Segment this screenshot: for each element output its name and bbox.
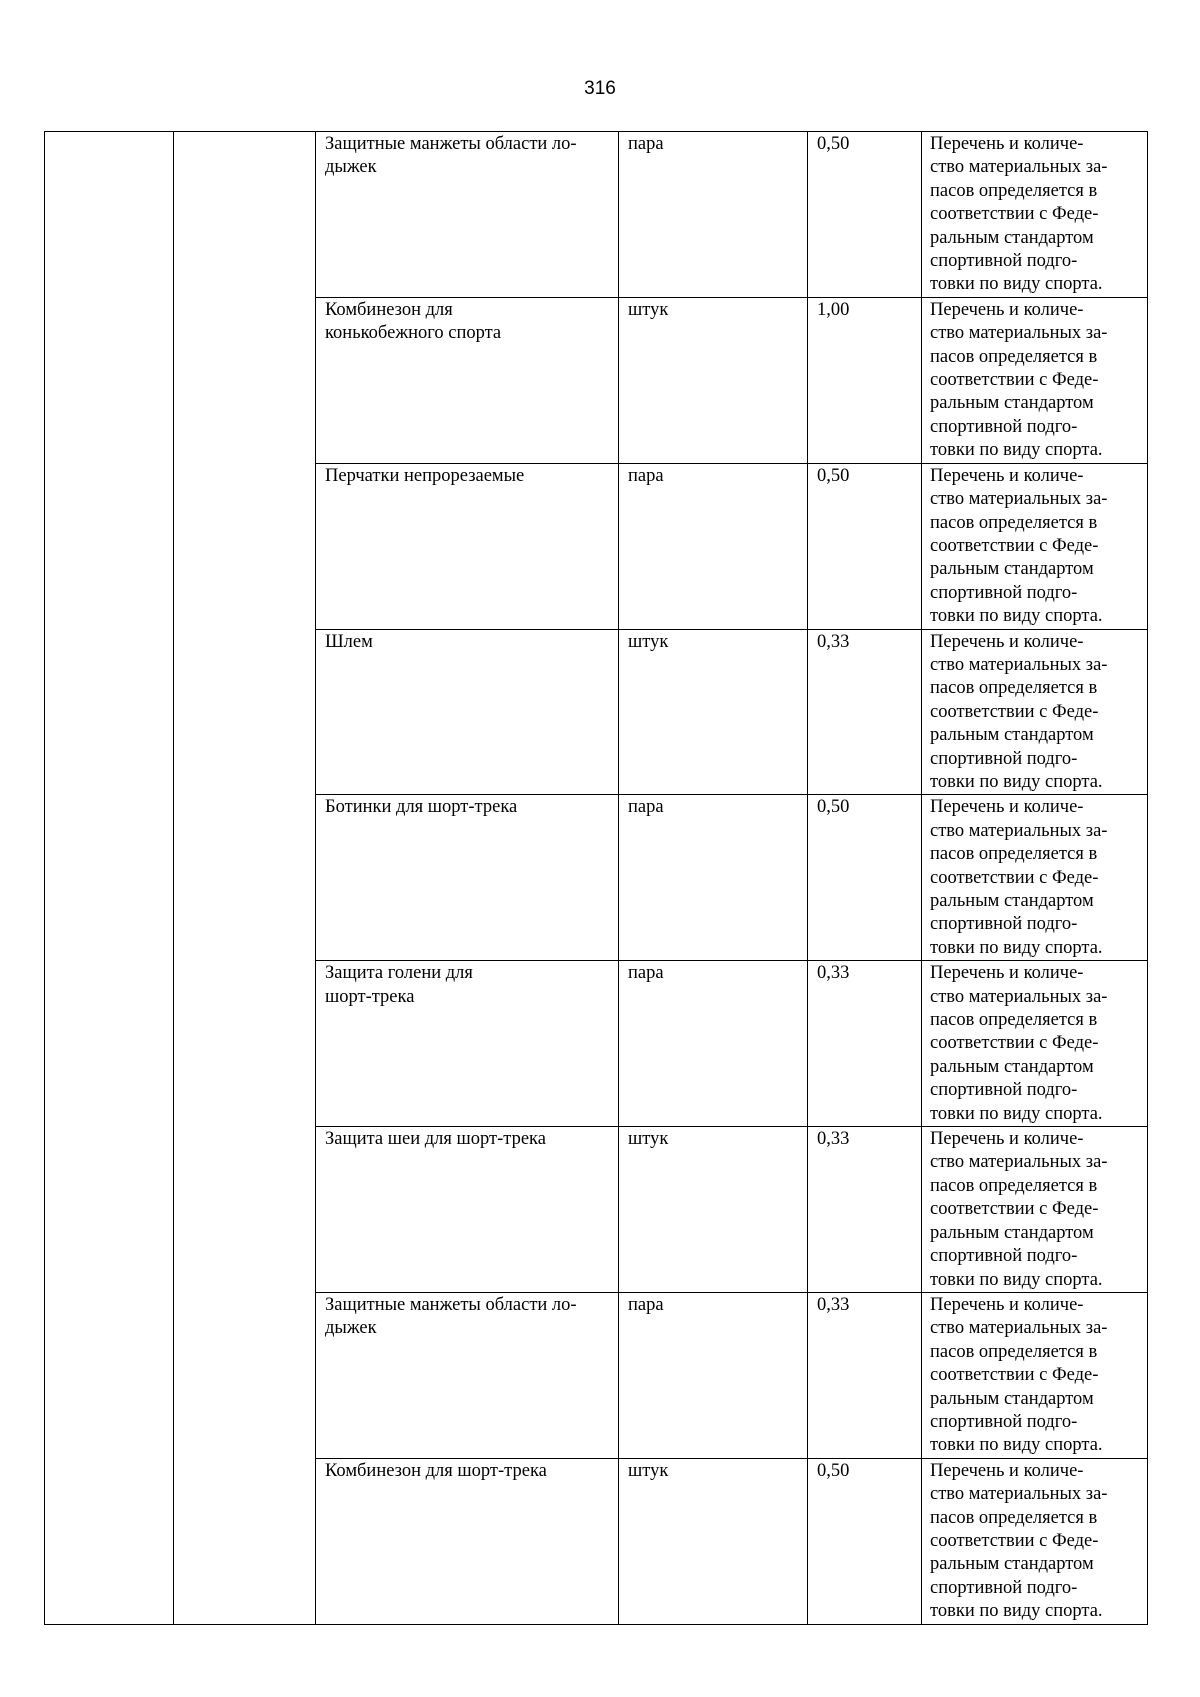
unit-cell bbox=[619, 1127, 808, 1293]
quantity-cell-text: 0,50 bbox=[817, 134, 850, 154]
merged-empty-cell-1 bbox=[45, 132, 174, 1625]
unit-cell bbox=[619, 629, 808, 795]
unit-cell-text: штук bbox=[628, 1129, 669, 1150]
unit-cell bbox=[619, 1458, 808, 1624]
unit-cell-text: штук bbox=[628, 1460, 669, 1481]
item-name-cell bbox=[316, 1292, 619, 1458]
quantity-cell-text: 0,33 bbox=[817, 1129, 850, 1150]
unit-cell bbox=[619, 297, 808, 463]
note-cell-text: Перечень и количе- ство материальных за- пасов определяется в соответствии с Феде- ральным стандартом спортивной подго- товки по виду спорта. bbox=[930, 1460, 1108, 1622]
item-name-cell-text: Защитные манжеты области ло- дыжек bbox=[325, 134, 577, 178]
item-name-cell-text: Защита голени для шорт-трека bbox=[325, 963, 473, 1007]
quantity-cell-text: 0,33 bbox=[817, 963, 850, 984]
item-name-cell-text: Защита шеи для шорт-трека bbox=[325, 1129, 546, 1150]
unit-cell-text: штук bbox=[628, 631, 669, 652]
note-cell-text: Перечень и количе- ство материальных за- пасов определяется в соответствии с Феде- ральным стандартом спортивной подго- товки по виду спорта. bbox=[930, 134, 1108, 295]
unit-cell-text: пара bbox=[628, 797, 664, 818]
note-cell-text: Перечень и количе- ство материальных за- пасов определяется в соответствии с Феде- ральным стандартом спортивной подго- товки по виду спорта. bbox=[930, 1129, 1108, 1290]
note-cell bbox=[922, 132, 1148, 298]
note-cell-text: Перечень и количе- ство материальных за- пасов определяется в соответствии с Феде- ральным стандартом спортивной подго- товки по виду спорта. bbox=[930, 465, 1108, 627]
item-name-cell bbox=[316, 961, 619, 1127]
note-cell-text: Перечень и количе- ство материальных за- пасов определяется в соответствии с Феде- ральным стандартом спортивной подго- товки по виду спорта. bbox=[930, 797, 1108, 958]
quantity-cell-text: 1,00 bbox=[817, 299, 850, 320]
quantity-cell-text: 0,33 bbox=[817, 631, 850, 652]
unit-cell-text: штук bbox=[628, 299, 669, 320]
note-cell-text: Перечень и количе- ство материальных за- пасов определяется в соответствии с Феде- ральным стандартом спортивной подго- товки по виду спорта. bbox=[930, 299, 1108, 461]
quantity-cell bbox=[808, 629, 922, 795]
item-name-cell-text: Комбинезон для шорт-трека bbox=[325, 1460, 547, 1481]
note-cell bbox=[922, 1458, 1148, 1624]
item-name-cell-text: Шлем bbox=[325, 631, 373, 652]
note-cell-text: Перечень и количе- ство материальных за- пасов определяется в соответствии с Феде- ральным стандартом спортивной подго- товки по виду спорта. bbox=[930, 963, 1108, 1124]
item-name-cell bbox=[316, 795, 619, 961]
quantity-cell bbox=[808, 297, 922, 463]
note-cell-text: Перечень и количе- ство материальных за- пасов определяется в соответствии с Феде- ральным стандартом спортивной подго- товки по виду спорта. bbox=[930, 631, 1108, 792]
merged-empty-cell-2 bbox=[174, 132, 316, 1625]
item-name-cell-text: Защитные манжеты области ло- дыжек bbox=[325, 1294, 577, 1339]
item-name-cell-text: Перчатки непрорезаемые bbox=[325, 465, 525, 486]
quantity-cell bbox=[808, 463, 922, 629]
note-cell bbox=[922, 463, 1148, 629]
item-name-cell-text: Комбинезон для конькобежного спорта bbox=[325, 299, 502, 344]
item-name-cell bbox=[316, 132, 619, 298]
quantity-cell-text: 0,50 bbox=[817, 1460, 850, 1481]
quantity-cell bbox=[808, 1127, 922, 1293]
note-cell bbox=[922, 1292, 1148, 1458]
table-body bbox=[45, 132, 1148, 1625]
unit-cell bbox=[619, 961, 808, 1127]
item-name-cell bbox=[316, 1458, 619, 1624]
note-cell bbox=[922, 961, 1148, 1127]
unit-cell-text: пара bbox=[628, 1294, 664, 1315]
page-number: 316 bbox=[584, 78, 616, 99]
quantity-cell-text: 0,50 bbox=[817, 465, 850, 486]
note-cell bbox=[922, 629, 1148, 795]
item-name-cell bbox=[316, 297, 619, 463]
note-cell bbox=[922, 297, 1148, 463]
quantity-cell-text: 0,33 bbox=[817, 1294, 850, 1315]
note-cell bbox=[922, 1127, 1148, 1293]
unit-cell-text: пара bbox=[628, 134, 664, 154]
table-row bbox=[45, 132, 1148, 298]
quantity-cell bbox=[808, 795, 922, 961]
unit-cell-text: пара bbox=[628, 963, 664, 984]
quantity-cell bbox=[808, 132, 922, 298]
note-cell-text: Перечень и количе- ство материальных за- пасов определяется в соответствии с Феде- ральным стандартом спортивной подго- товки по виду спорта. bbox=[930, 1294, 1108, 1456]
quantity-cell bbox=[808, 1458, 922, 1624]
item-name-cell bbox=[316, 463, 619, 629]
item-name-cell bbox=[316, 629, 619, 795]
item-name-cell bbox=[316, 1127, 619, 1293]
unit-cell-text: пара bbox=[628, 465, 664, 486]
quantity-cell bbox=[808, 1292, 922, 1458]
unit-cell bbox=[619, 795, 808, 961]
equipment-table bbox=[44, 131, 1148, 1625]
quantity-cell-text: 0,50 bbox=[817, 797, 850, 818]
unit-cell bbox=[619, 1292, 808, 1458]
note-cell bbox=[922, 795, 1148, 961]
unit-cell bbox=[619, 132, 808, 298]
unit-cell bbox=[619, 463, 808, 629]
item-name-cell-text: Ботинки для шорт-трека bbox=[325, 797, 518, 818]
quantity-cell bbox=[808, 961, 922, 1127]
